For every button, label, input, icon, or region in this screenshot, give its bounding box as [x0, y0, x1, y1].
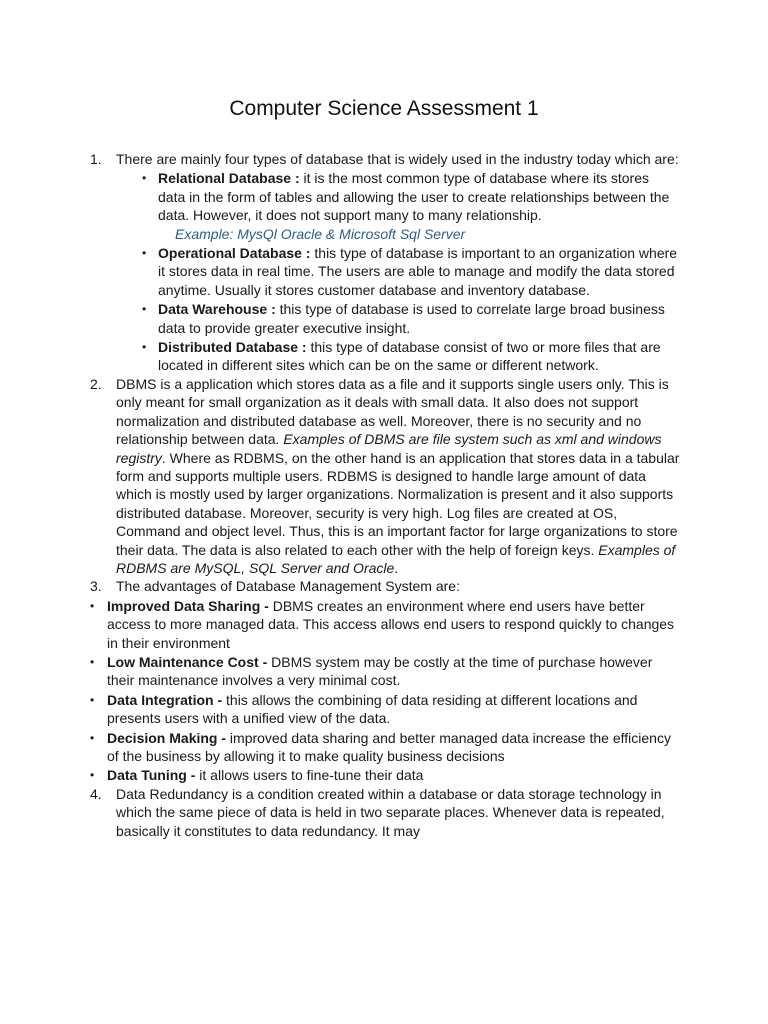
example-line: Example: MysQl Oracle & Microsoft Sql Server: [175, 225, 466, 242]
list-item: [90, 653, 678, 690]
paragraph-text: .: [394, 559, 399, 576]
bullet-icon: •: [142, 302, 147, 317]
term: Data Tuning -: [107, 767, 196, 784]
definition: it allows users to fine-tune their data: [195, 767, 424, 784]
example-text: Examples of RDBMS are MySQL, SQL Server and Oracle: [116, 541, 676, 576]
list-item: [142, 300, 678, 337]
page-title: Computer Science Assessment 1: [229, 97, 539, 120]
definition: this allows the combining of data residing at different locations and presents users with a unified view of the data.: [107, 691, 638, 727]
question-number: 2.: [90, 375, 102, 392]
question-3-intro: The advantages of Database Management System are:: [116, 578, 460, 595]
term: Distributed Database :: [158, 339, 307, 356]
term: Operational Database :: [158, 245, 311, 262]
document-body: [0, 150, 768, 840]
database-types-list: [0, 169, 768, 374]
definition: improved data sharing and better managed data increase the efficiency of the business by allowing it to make quality business decisions: [107, 729, 671, 764]
paragraph-text: Data Redundancy is a condition created within a database or data storage technology in which the same piece of data is held in two separate places. Whenever data is repeated, basically it constitutes to data redundancy. It may: [116, 785, 665, 839]
term: Data Warehouse :: [158, 301, 276, 318]
question-number: 3.: [90, 578, 102, 595]
question-number: 4.: [90, 785, 102, 802]
definition: this type of database consist of two or more files that are located in different sites which can be on the same or different network.: [158, 339, 661, 374]
paragraph-text: . Where as RDBMS, on the other hand is an application that stores data in a tabular form and supports multiple users. RDBMS is designed to handle large amount of data which is mostly used by larger organizations. Normalization is present and it also supports distributed database. Moreover, security is very high. Log files are created at OS, Command and object level. Thus, this is an important factor for large organizations to store their data. The data is also related to each other with the help of foreign keys.: [116, 449, 680, 558]
list-item: [90, 691, 678, 728]
bullet-icon: •: [142, 246, 147, 261]
bullet-icon: •: [90, 730, 95, 745]
bullet-icon: •: [90, 654, 95, 669]
list-item: [90, 729, 678, 766]
definition: it is the most common type of database where its stores data in the form of tables and allowing the user to create relationships between the data. However, it does not support many to many relationship.: [158, 170, 670, 224]
list-item: [142, 169, 678, 224]
term: Relational Database :: [158, 170, 300, 187]
bullet-icon: •: [142, 340, 147, 355]
bullet-icon: •: [90, 768, 95, 783]
term: Decision Making -: [107, 729, 227, 746]
advantages-list: [0, 597, 768, 785]
question-number: 1.: [90, 151, 102, 167]
question-1: [0, 150, 768, 168]
bullet-icon: •: [142, 171, 147, 186]
term: Low Maintenance Cost -: [107, 653, 268, 670]
term: Improved Data Sharing -: [107, 597, 269, 614]
bullet-icon: •: [90, 598, 95, 613]
question-2: [0, 375, 768, 577]
definition: DBMS creates an environment where end users have better access to more managed data. This access allows end users to respond quickly to changes in their environment: [107, 597, 675, 651]
paragraph-text: DBMS is a application which stores data as a file and it supports single users only. This is only meant for small organization as it deals with small data. It also does not support normalization and distributed database as well. Moreover, there is no security and no relationship between data.: [116, 375, 669, 448]
definition: DBMS system may be costly at the time of purchase however their maintenance involves a very minimal cost.: [107, 653, 653, 689]
bullet-icon: •: [90, 692, 95, 707]
list-item: [142, 338, 678, 375]
term: Data Integration -: [107, 691, 223, 708]
definition: this type of database is important to an organization where it stores data in real time. The users are able to manage and modify the data stored anytime. Usually it stores customer database and inventory database.: [158, 245, 678, 298]
definition: this type of database is used to correlate large broad business data to provide greater executive insight.: [158, 301, 665, 336]
list-item: [90, 766, 678, 784]
question-3: [0, 577, 768, 595]
question-1-intro: There are mainly four types of database that is widely used in the industry today which are:: [116, 151, 679, 167]
list-item: [142, 244, 678, 299]
list-item: [90, 597, 678, 652]
question-4: [0, 785, 768, 840]
example-text: Examples of DBMS are file system such as xml and windows registry: [116, 431, 662, 466]
